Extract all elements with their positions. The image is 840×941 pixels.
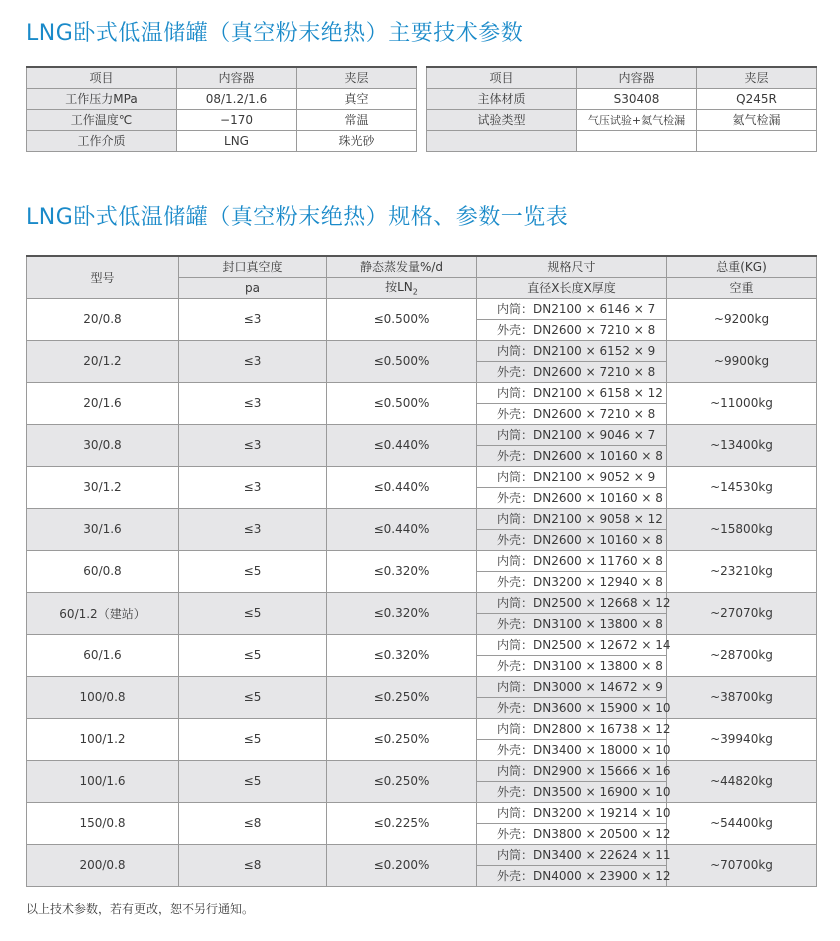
header-inner-vessel: 内容器 [577, 67, 697, 88]
header-evaporation-unit-main: 按LN [385, 280, 413, 295]
cell-model: 30/0.8 [27, 424, 179, 466]
cell-model: 20/1.2 [27, 340, 179, 382]
table-header-row [27, 67, 417, 88]
cell-evaporation: ≤0.440% [327, 508, 477, 550]
cell-model: 30/1.2 [27, 466, 179, 508]
cell-outer-size: 外壳：DN3600 × 15900 × 10 [477, 697, 667, 718]
cell-evaporation: ≤0.500% [327, 340, 477, 382]
cell-model: 100/1.2 [27, 718, 179, 760]
param-label: 试验类型 [427, 109, 577, 130]
header-evaporation-unit [327, 277, 477, 298]
cell-outer-size: 外壳：DN3400 × 18000 × 10 [477, 739, 667, 760]
cell-vacuum: ≤3 [179, 424, 327, 466]
table-row [27, 760, 817, 781]
cell-evaporation: ≤0.440% [327, 424, 477, 466]
param-interlayer [697, 130, 817, 151]
spec-list-title: LNG卧式低温储罐（真空粉末绝热）规格、参数一览表 [26, 205, 569, 230]
header-weight: 总重(KG) [667, 256, 817, 277]
table-row [27, 130, 417, 151]
header-weight-sub: 空重 [667, 277, 817, 298]
cell-weight: ~28700kg [667, 634, 817, 676]
cell-inner-size: 内筒：DN2800 × 16738 × 12 [477, 718, 667, 739]
cell-vacuum: ≤8 [179, 844, 327, 886]
param-inner: 08/1.2/1.6 [177, 88, 297, 109]
cell-inner-size: 内筒：DN2100 × 6146 × 7 [477, 298, 667, 319]
cell-inner-size: 内筒：DN2100 × 6152 × 9 [477, 340, 667, 361]
cell-model: 60/1.2（建站） [27, 592, 179, 634]
table-row [27, 844, 817, 865]
param-label: 主体材质 [427, 88, 577, 109]
cell-vacuum: ≤5 [179, 718, 327, 760]
param-inner: −170 [177, 109, 297, 130]
cell-evaporation: ≤0.440% [327, 466, 477, 508]
param-label [427, 130, 577, 151]
header-model: 型号 [27, 256, 179, 298]
param-inner: LNG [177, 130, 297, 151]
table-row [27, 109, 417, 130]
cell-evaporation: ≤0.200% [327, 844, 477, 886]
cell-evaporation: ≤0.500% [327, 382, 477, 424]
cell-vacuum: ≤5 [179, 634, 327, 676]
cell-weight: ~39940kg [667, 718, 817, 760]
table-row [27, 466, 817, 487]
cell-vacuum: ≤5 [179, 760, 327, 802]
cell-model: 30/1.6 [27, 508, 179, 550]
table-row [27, 88, 417, 109]
table-row [27, 508, 817, 529]
cell-vacuum: ≤3 [179, 508, 327, 550]
cell-evaporation: ≤0.250% [327, 718, 477, 760]
param-interlayer: 真空 [297, 88, 417, 109]
cell-weight: ~44820kg [667, 760, 817, 802]
table-row [27, 592, 817, 613]
header-vacuum-unit: pa [179, 277, 327, 298]
header-size: 规格尺寸 [477, 256, 667, 277]
cell-inner-size: 内筒：DN2900 × 15666 × 16 [477, 760, 667, 781]
param-interlayer: 氦气检漏 [697, 109, 817, 130]
header-evaporation-unit-subscript: 2 [412, 287, 418, 297]
cell-evaporation: ≤0.320% [327, 550, 477, 592]
param-inner [577, 130, 697, 151]
header-interlayer: 夹层 [297, 67, 417, 88]
cell-outer-size: 外壳：DN2600 × 7210 × 8 [477, 361, 667, 382]
header-interlayer: 夹层 [697, 67, 817, 88]
table-row [27, 802, 817, 823]
cell-weight: ~9200kg [667, 298, 817, 340]
cell-outer-size: 外壳：DN2600 × 10160 × 8 [477, 529, 667, 550]
table-row [427, 130, 817, 151]
cell-vacuum: ≤5 [179, 592, 327, 634]
cell-model: 100/1.6 [27, 760, 179, 802]
main-params-table-left [26, 66, 417, 152]
header-size-sub: 直径X长度X厚度 [477, 277, 667, 298]
cell-outer-size: 外壳：DN3200 × 12940 × 8 [477, 571, 667, 592]
cell-vacuum: ≤3 [179, 340, 327, 382]
cell-model: 100/0.8 [27, 676, 179, 718]
cell-inner-size: 内筒：DN2500 × 12672 × 14 [477, 634, 667, 655]
table-row [427, 109, 817, 130]
header-item: 项目 [427, 67, 577, 88]
table-row [27, 424, 817, 445]
cell-evaporation: ≤0.250% [327, 760, 477, 802]
table-row [27, 550, 817, 571]
cell-model: 150/0.8 [27, 802, 179, 844]
cell-weight: ~14530kg [667, 466, 817, 508]
cell-vacuum: ≤5 [179, 676, 327, 718]
param-label: 工作介质 [27, 130, 177, 151]
cell-inner-size: 内筒：DN2100 × 9046 × 7 [477, 424, 667, 445]
cell-outer-size: 外壳：DN2600 × 7210 × 8 [477, 319, 667, 340]
cell-outer-size: 外壳：DN2600 × 10160 × 8 [477, 487, 667, 508]
param-interlayer: 常温 [297, 109, 417, 130]
table-row [27, 340, 817, 361]
cell-evaporation: ≤0.500% [327, 298, 477, 340]
header-item: 项目 [27, 67, 177, 88]
cell-inner-size: 内筒：DN3400 × 22624 × 11 [477, 844, 667, 865]
cell-outer-size: 外壳：DN4000 × 23900 × 12 [477, 865, 667, 886]
param-label: 工作压力MPa [27, 88, 177, 109]
cell-outer-size: 外壳：DN3100 × 13800 × 8 [477, 655, 667, 676]
cell-outer-size: 外壳：DN3500 × 16900 × 10 [477, 781, 667, 802]
main-params-table-right [426, 66, 817, 152]
spec-table [26, 255, 817, 887]
cell-weight: ~38700kg [667, 676, 817, 718]
cell-evaporation: ≤0.320% [327, 634, 477, 676]
header-vacuum: 封口真空度 [179, 256, 327, 277]
cell-weight: ~13400kg [667, 424, 817, 466]
cell-model: 60/0.8 [27, 550, 179, 592]
cell-model: 20/0.8 [27, 298, 179, 340]
cell-model: 200/0.8 [27, 844, 179, 886]
cell-outer-size: 外壳：DN2600 × 7210 × 8 [477, 403, 667, 424]
cell-vacuum: ≤3 [179, 382, 327, 424]
cell-weight: ~11000kg [667, 382, 817, 424]
table-row [27, 676, 817, 697]
cell-weight: ~15800kg [667, 508, 817, 550]
table-row [27, 718, 817, 739]
cell-outer-size: 外壳：DN2600 × 10160 × 8 [477, 445, 667, 466]
cell-weight: ~27070kg [667, 592, 817, 634]
cell-inner-size: 内筒：DN2500 × 12668 × 12 [477, 592, 667, 613]
cell-outer-size: 外壳：DN3800 × 20500 × 12 [477, 823, 667, 844]
cell-weight: ~9900kg [667, 340, 817, 382]
cell-inner-size: 内筒：DN3200 × 19214 × 10 [477, 802, 667, 823]
cell-inner-size: 内筒：DN3000 × 14672 × 9 [477, 676, 667, 697]
param-inner: S30408 [577, 88, 697, 109]
cell-evaporation: ≤0.250% [327, 676, 477, 718]
cell-model: 60/1.6 [27, 634, 179, 676]
cell-inner-size: 内筒：DN2100 × 9058 × 12 [477, 508, 667, 529]
cell-model: 20/1.6 [27, 382, 179, 424]
footnote: 以上技术参数，若有更改，恕不另行通知。 [26, 902, 255, 916]
table-row [27, 382, 817, 403]
cell-vacuum: ≤3 [179, 466, 327, 508]
param-inner: 气压试验+氦气检漏 [577, 109, 697, 130]
cell-evaporation: ≤0.320% [327, 592, 477, 634]
table-row [27, 634, 817, 655]
param-interlayer: 珠光砂 [297, 130, 417, 151]
header-inner-vessel: 内容器 [177, 67, 297, 88]
param-interlayer: Q245R [697, 88, 817, 109]
cell-evaporation: ≤0.225% [327, 802, 477, 844]
main-params-title: LNG卧式低温储罐（真空粉末绝热）主要技术参数 [26, 21, 524, 46]
cell-inner-size: 内筒：DN2100 × 9052 × 9 [477, 466, 667, 487]
cell-inner-size: 内筒：DN2600 × 11760 × 8 [477, 550, 667, 571]
table-header-row [27, 256, 817, 277]
cell-weight: ~54400kg [667, 802, 817, 844]
cell-inner-size: 内筒：DN2100 × 6158 × 12 [477, 382, 667, 403]
cell-weight: ~23210kg [667, 550, 817, 592]
cell-vacuum: ≤8 [179, 802, 327, 844]
cell-vacuum: ≤5 [179, 550, 327, 592]
header-evaporation: 静态蒸发量%/d [327, 256, 477, 277]
param-label: 工作温度℃ [27, 109, 177, 130]
cell-outer-size: 外壳：DN3100 × 13800 × 8 [477, 613, 667, 634]
table-row [427, 88, 817, 109]
cell-vacuum: ≤3 [179, 298, 327, 340]
cell-weight: ~70700kg [667, 844, 817, 886]
table-header-row [427, 67, 817, 88]
table-row [27, 298, 817, 319]
